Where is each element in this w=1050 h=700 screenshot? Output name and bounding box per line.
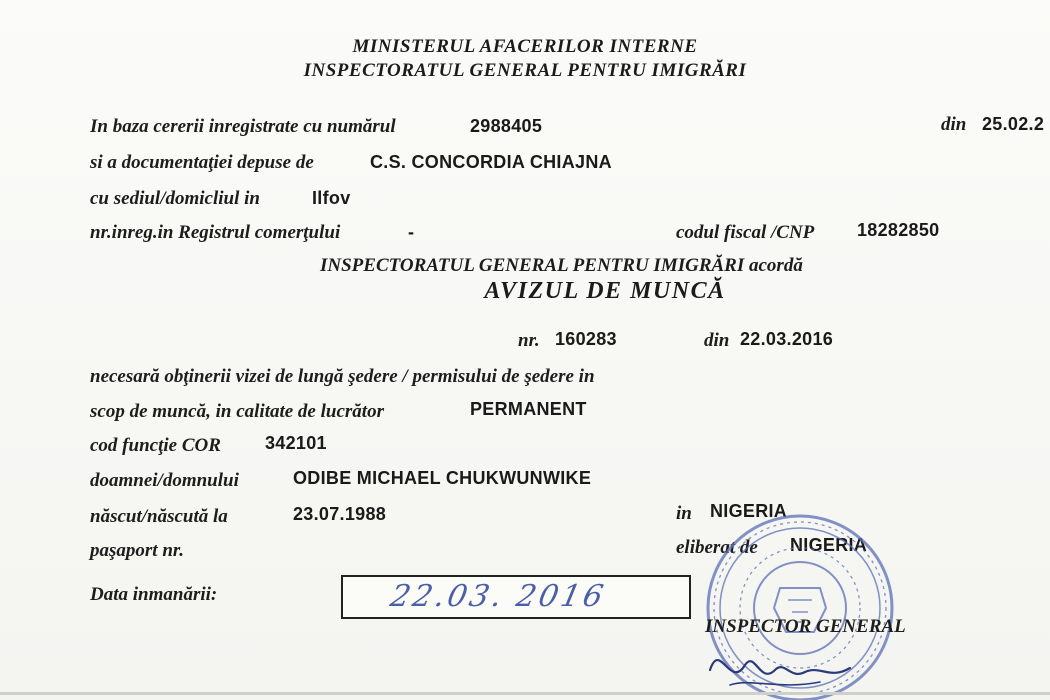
permit-number: 160283	[555, 329, 617, 349]
issued-value: NIGERIA	[790, 535, 868, 555]
issued-label: eliberat de	[676, 537, 758, 558]
person-name-label: doamnei/domnului	[90, 470, 239, 491]
permit-title: AVIZUL DE MUNCĂ	[484, 278, 726, 304]
request-number: 2988405	[470, 116, 543, 136]
born-date: 23.07.1988	[293, 504, 387, 524]
cor-value: 342101	[265, 433, 327, 453]
ministry-header: MINISTERUL AFACERILOR INTERNE	[352, 36, 698, 57]
permit-date: 22.03.2016	[740, 329, 834, 349]
grant-line: INSPECTORATUL GENERAL PENTRU IMIGRĂRI acordă	[320, 255, 803, 276]
request-date-label: din	[941, 114, 967, 135]
person-name: ODIBE MICHAEL CHUKWUNWIKE	[293, 468, 592, 488]
born-label: născut/născută la	[90, 506, 228, 527]
registry-label: nr.inreg.in Registrul comerţului	[90, 222, 341, 243]
seat-value: Ilfov	[312, 188, 351, 208]
request-date: 25.02.2	[982, 114, 1045, 134]
handover-label: Data inmanării:	[90, 584, 218, 605]
bottom-edge	[0, 692, 1050, 695]
fiscal-value: 18282850	[857, 220, 940, 240]
permit-date-label: din	[704, 330, 730, 351]
applicant-label: si a documentaţiei depuse de	[90, 152, 314, 173]
cor-label: cod funcţie COR	[90, 435, 221, 456]
inspector-title: INSPECTOR GENERAL	[705, 616, 906, 637]
permit-nr-label: nr.	[518, 330, 540, 351]
handover-handwritten-date: 22.03. 2016	[387, 579, 610, 614]
fiscal-label: codul fiscal /CNP	[676, 222, 815, 243]
worker-type: PERMANENT	[470, 399, 587, 419]
inspectorate-header: INSPECTORATUL GENERAL PENTRU IMIGRĂRI	[303, 60, 747, 81]
handover-date-box	[341, 575, 691, 619]
seat-label: cu sediul/domicliul in	[90, 188, 260, 209]
born-in-value: NIGERIA	[710, 501, 788, 521]
purpose-line1: necesară obţinerii vizei de lungă şedere / permisului de şedere in	[90, 366, 595, 387]
passport-label: paşaport nr.	[90, 540, 184, 561]
request-label: In baza cererii inregistrate cu numărul	[90, 116, 396, 137]
purpose-line2: scop de muncă, in calitate de lucrător	[90, 401, 384, 422]
registry-value: -	[408, 222, 415, 242]
born-in-label: in	[676, 503, 692, 524]
applicant-name: C.S. CONCORDIA CHIAJNA	[370, 152, 612, 172]
signature-icon	[690, 630, 880, 700]
